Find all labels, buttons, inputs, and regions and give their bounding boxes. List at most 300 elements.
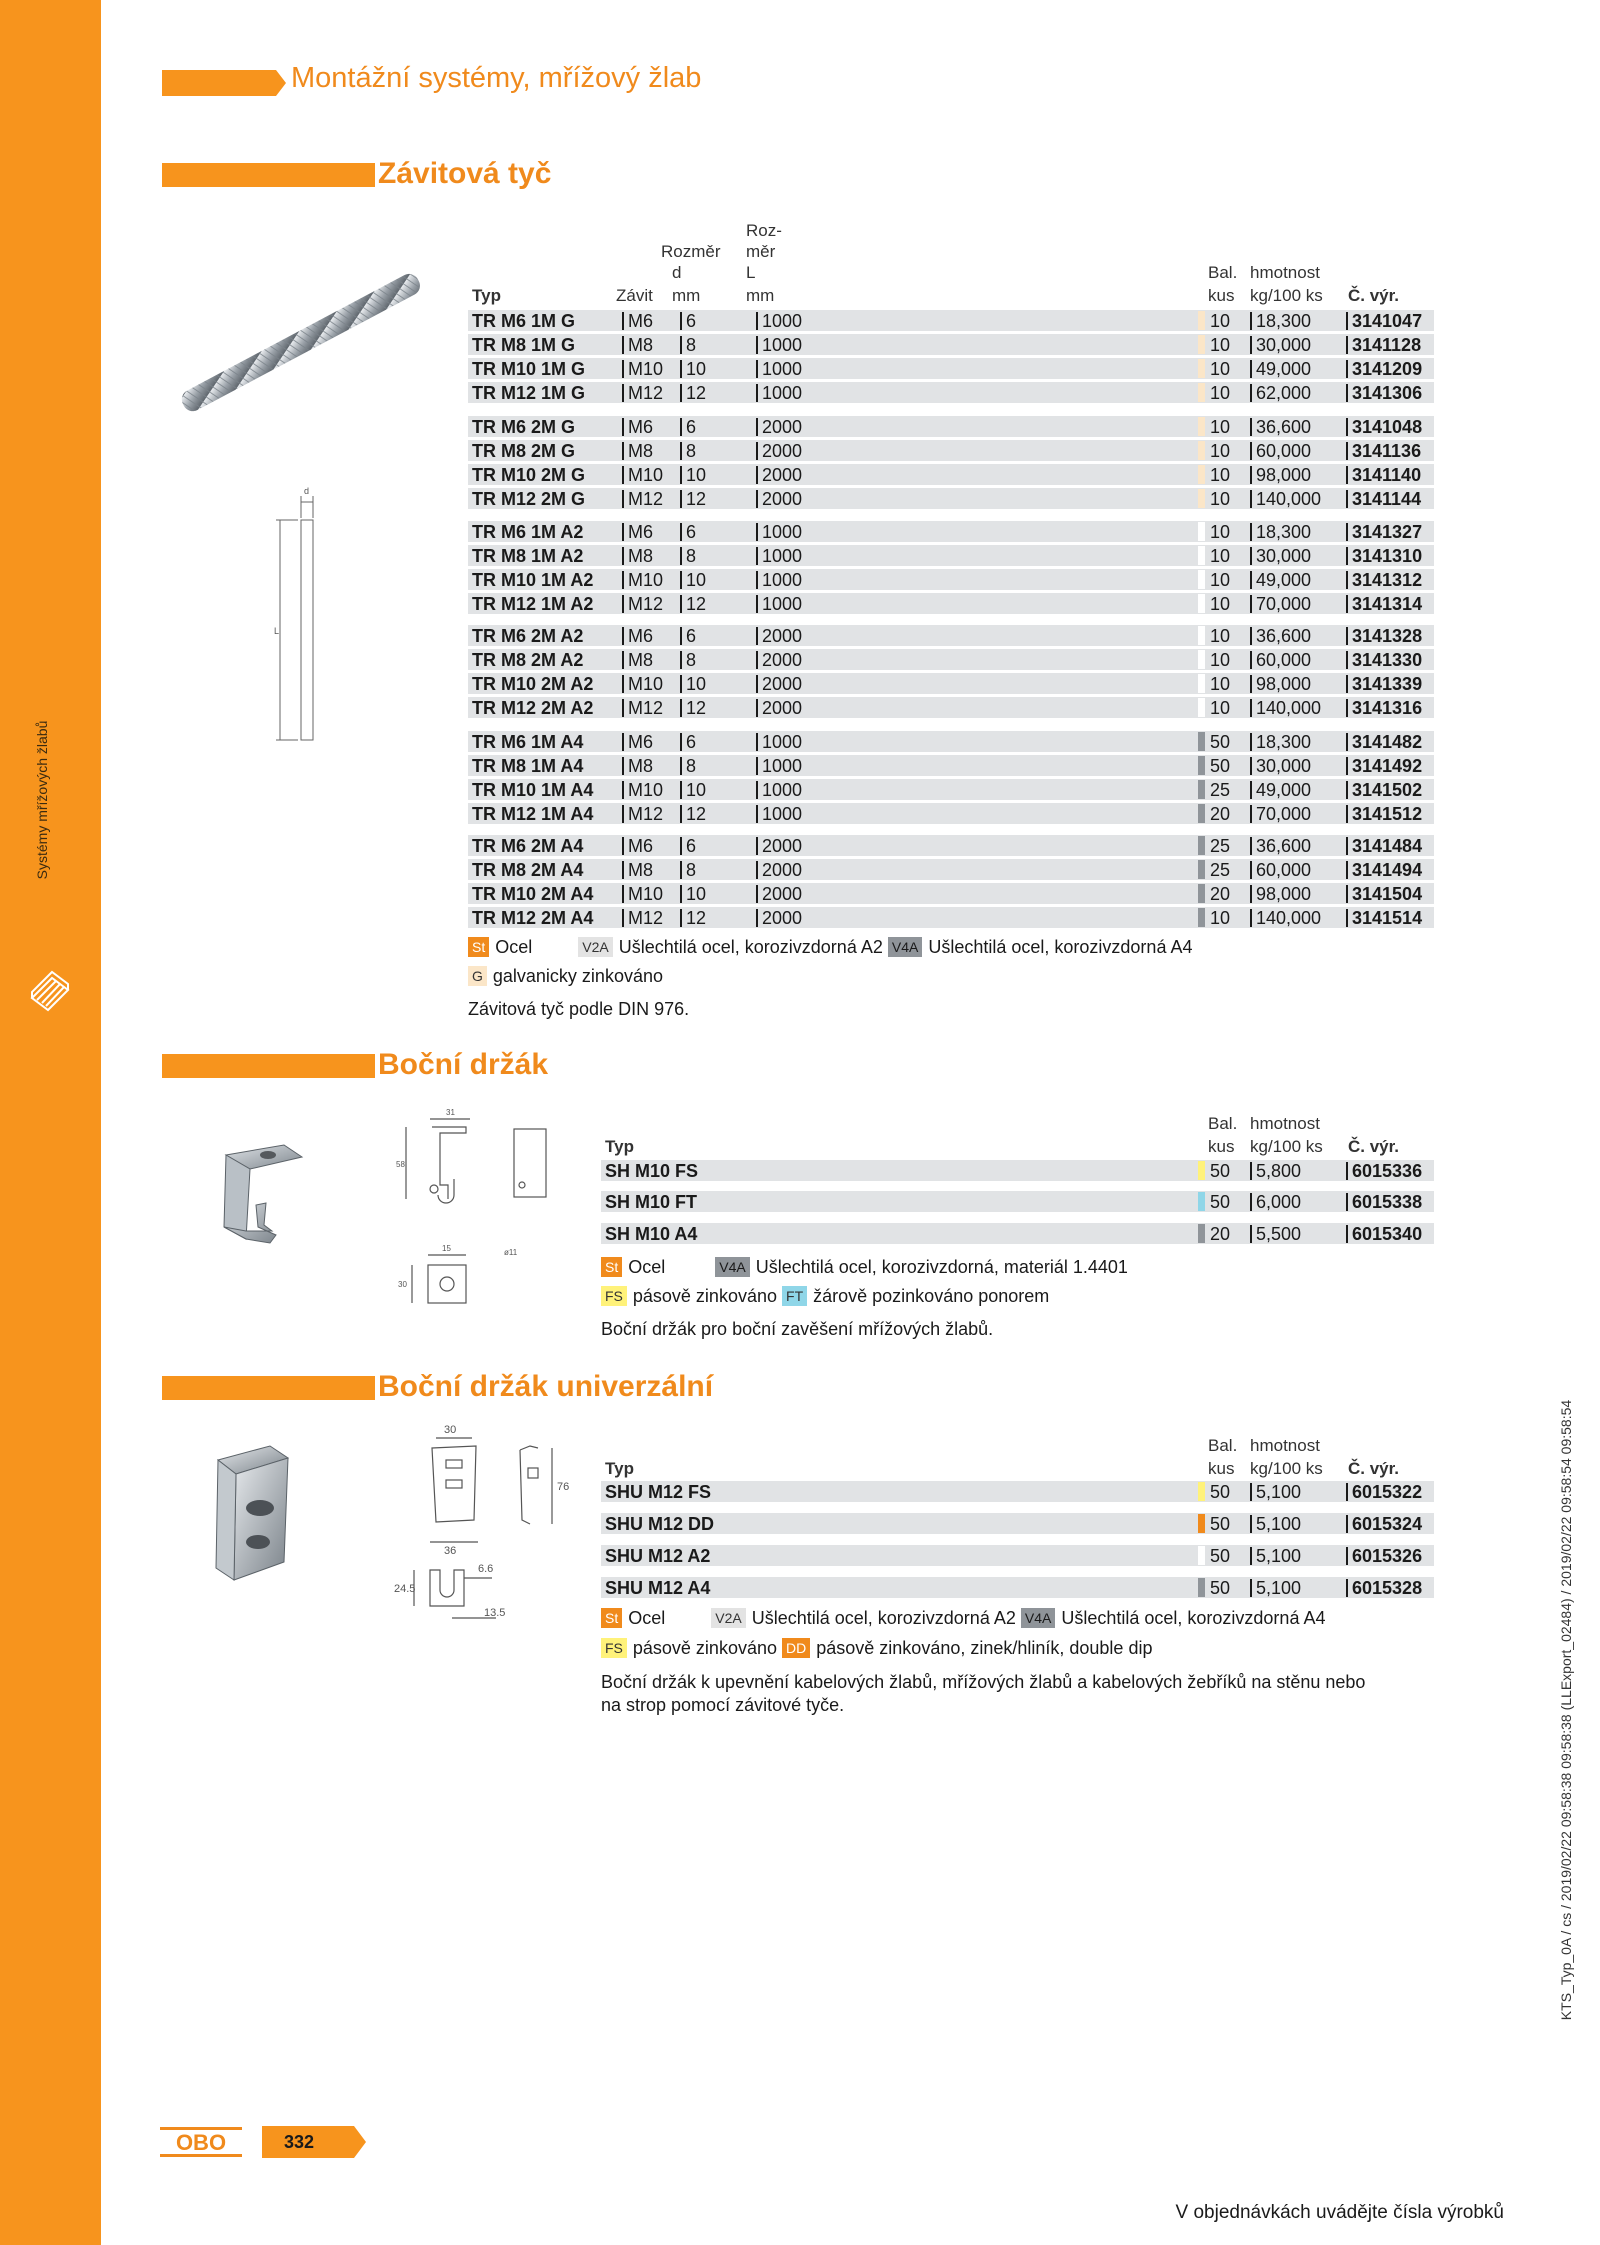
cell-article: 3141484 [1352, 836, 1423, 856]
table-row [468, 803, 1434, 824]
bracket-dim-30: 30 [398, 1280, 407, 1289]
column-separator [756, 547, 758, 565]
column-separator [1346, 627, 1348, 645]
cell-article: 3141514 [1352, 908, 1423, 928]
cell-thread: M12 [628, 383, 664, 403]
column-separator [1346, 781, 1348, 799]
finish-swatch [1198, 417, 1205, 436]
finish-swatch [1198, 383, 1205, 402]
column-separator [622, 490, 624, 508]
column-separator [1346, 336, 1348, 354]
cell-length: 2000 [762, 626, 803, 646]
cell-type: TR M10 2M A4 [472, 884, 594, 904]
column-separator [680, 699, 682, 717]
cell-length: 2000 [762, 489, 803, 509]
column-separator [1346, 885, 1348, 903]
cell-weight: 140,000 [1256, 908, 1322, 928]
legend-steel: Ocel [495, 937, 533, 957]
cell-diameter: 10 [686, 465, 707, 485]
cell-weight: 5,100 [1256, 1578, 1302, 1598]
column-separator [1250, 909, 1252, 927]
sidebar-label: Systémy mřížových žlabů [34, 720, 50, 880]
table-row [601, 1160, 1434, 1181]
column-separator [1346, 1225, 1348, 1243]
cell-article: 6015340 [1352, 1224, 1423, 1244]
cell-type: TR M8 1M A2 [472, 546, 584, 566]
column-separator [622, 805, 624, 823]
column-separator [680, 384, 682, 402]
col-header-thread: Závit [616, 286, 653, 305]
legend-dd: pásově zinkováno, zinek/hliník, double dip [816, 1638, 1153, 1658]
cell-thread: M6 [628, 836, 654, 856]
cell-type: TR M10 2M G [472, 465, 586, 485]
cell-type: TR M6 2M G [472, 417, 576, 437]
finish-swatch [1198, 570, 1205, 589]
cell-pack: 10 [1210, 522, 1231, 542]
cell-diameter: 12 [686, 594, 707, 614]
table-row [601, 1223, 1434, 1244]
cell-thread: M8 [628, 860, 654, 880]
sidebar [0, 0, 101, 2245]
cell-type: TR M8 2M G [472, 441, 576, 461]
column-separator [1346, 595, 1348, 613]
cell-type: TR M8 2M A2 [472, 650, 584, 670]
cell-length: 1000 [762, 780, 803, 800]
cell-article: 6015324 [1352, 1514, 1423, 1534]
finish-swatch [1198, 674, 1205, 693]
cell-type: TR M12 2M A4 [472, 908, 594, 928]
cell-article: 3141330 [1352, 650, 1423, 670]
cell-pack: 25 [1210, 836, 1231, 856]
column-separator [1346, 523, 1348, 541]
cell-weight: 6,000 [1256, 1192, 1302, 1212]
finish-swatch [1198, 884, 1205, 903]
column-separator [680, 837, 682, 855]
page-title: Montážní systémy, mřížový žlab [291, 62, 702, 94]
finish-swatch [1198, 441, 1205, 460]
table-row [468, 382, 1434, 403]
column-separator [1346, 861, 1348, 879]
header-accent-bar [162, 70, 276, 96]
cell-type: TR M6 1M G [472, 311, 576, 331]
cell-diameter: 6 [686, 311, 697, 331]
finish-swatch [1198, 311, 1205, 330]
cell-type: TR M10 1M A4 [472, 780, 594, 800]
cell-weight: 5,500 [1256, 1224, 1302, 1244]
column-separator [680, 781, 682, 799]
column-separator [756, 627, 758, 645]
cell-weight: 140,000 [1256, 489, 1322, 509]
drawing-label-d: d [304, 486, 310, 496]
legend-v4a: Ušlechtilá ocel, korozivzdorná A4 [928, 937, 1193, 957]
cell-weight: 60,000 [1256, 650, 1312, 670]
cell-article: 6015326 [1352, 1546, 1423, 1566]
column-separator [1346, 571, 1348, 589]
cell-pack: 10 [1210, 335, 1231, 355]
column-separator [622, 384, 624, 402]
threaded-rod-drawing [268, 480, 328, 750]
universal-bracket-photo [200, 1438, 310, 1598]
column-separator [1250, 360, 1252, 378]
column-separator [1346, 699, 1348, 717]
table-row [468, 859, 1434, 880]
legend-tag-galvanic: G [468, 966, 487, 986]
cell-article: 3141482 [1352, 732, 1423, 752]
cell-pack: 10 [1210, 311, 1231, 331]
section3-note-2: na strop pomocí závitové tyče. [601, 1695, 845, 1715]
universal-dim-30: 30 [444, 1424, 457, 1436]
cell-thread: M10 [628, 465, 664, 485]
cell-article: 3141047 [1352, 311, 1423, 331]
column-separator [1250, 627, 1252, 645]
cell-pack: 50 [1210, 1161, 1231, 1181]
column-separator [1250, 547, 1252, 565]
cell-diameter: 10 [686, 780, 707, 800]
cell-type: TR M12 1M G [472, 383, 586, 403]
cell-diameter: 10 [686, 359, 707, 379]
cell-weight: 60,000 [1256, 441, 1312, 461]
cell-type: SH M10 FS [605, 1161, 699, 1181]
legend-tag-fs: FS [601, 1638, 627, 1658]
column-separator [622, 627, 624, 645]
column-separator [680, 418, 682, 436]
column-separator [622, 523, 624, 541]
legend-v2a: Ušlechtilá ocel, korozivzdorná A2 [618, 937, 883, 957]
finish-swatch [1198, 465, 1205, 484]
cell-weight: 70,000 [1256, 804, 1312, 824]
column-separator [680, 757, 682, 775]
column-separator [1250, 1579, 1252, 1597]
cell-thread: M8 [628, 756, 654, 776]
cell-article: 3141312 [1352, 570, 1423, 590]
cell-length: 2000 [762, 441, 803, 461]
col-header-article: Č. výr. [1348, 1459, 1400, 1478]
cell-article: 3141310 [1352, 546, 1423, 566]
column-separator [756, 651, 758, 669]
col-header-article: Č. výr. [1348, 286, 1400, 305]
col-header-dim-1: Rozměr [661, 242, 721, 261]
cell-length: 1000 [762, 383, 803, 403]
col-header-length-4: mm [746, 286, 775, 305]
column-separator [756, 336, 758, 354]
table-row [468, 464, 1434, 485]
column-separator [1250, 675, 1252, 693]
cell-thread: M10 [628, 359, 664, 379]
finish-swatch [1198, 804, 1205, 823]
cell-article: 6015338 [1352, 1192, 1423, 1212]
column-separator [756, 384, 758, 402]
cell-pack: 10 [1210, 441, 1231, 461]
cell-article: 3141327 [1352, 522, 1423, 542]
column-separator [756, 699, 758, 717]
cell-pack: 10 [1210, 546, 1231, 566]
column-separator [680, 595, 682, 613]
finish-swatch [1198, 335, 1205, 354]
cell-article: 3141128 [1352, 335, 1422, 355]
column-separator [1250, 523, 1252, 541]
cell-diameter: 8 [686, 546, 697, 566]
cell-diameter: 8 [686, 335, 697, 355]
cell-pack: 50 [1210, 1514, 1231, 1534]
table-row [468, 521, 1434, 542]
cell-length: 2000 [762, 860, 803, 880]
table-row [468, 835, 1434, 856]
cell-pack: 20 [1210, 1224, 1231, 1244]
table-row [468, 697, 1434, 718]
finish-swatch [1198, 1546, 1205, 1565]
column-separator [622, 909, 624, 927]
finish-swatch [1198, 732, 1205, 751]
column-separator [1250, 1225, 1252, 1243]
col-header-weight-1: hmotnost [1250, 1436, 1320, 1455]
finish-swatch [1198, 698, 1205, 717]
drawing-label-l: L [274, 626, 280, 636]
column-separator [1346, 547, 1348, 565]
cell-thread: M12 [628, 804, 664, 824]
cell-thread: M10 [628, 674, 664, 694]
legend-tag-v2a: V2A [578, 937, 612, 957]
legend-tag-steel: St [601, 1608, 622, 1628]
finish-swatch [1198, 594, 1205, 613]
cell-article: 3141140 [1352, 465, 1422, 485]
cell-weight: 140,000 [1256, 698, 1322, 718]
cell-pack: 10 [1210, 698, 1231, 718]
legend-row-1 [601, 1608, 1325, 1629]
finish-swatch [1198, 780, 1205, 799]
cell-diameter: 12 [686, 698, 707, 718]
legend-row-2 [601, 1286, 1049, 1307]
cell-thread: M6 [628, 732, 654, 752]
col-header-length-2: měr [746, 242, 776, 261]
cell-pack: 10 [1210, 465, 1231, 485]
table-row [468, 907, 1434, 928]
cell-weight: 5,100 [1256, 1546, 1302, 1566]
legend-row-1 [601, 1257, 1128, 1278]
col-header-pack-2: kus [1208, 1459, 1235, 1478]
cell-article: 3141504 [1352, 884, 1423, 904]
finish-swatch [1198, 650, 1205, 669]
finish-swatch [1198, 1578, 1205, 1597]
bracket-dim-o11: ø11 [504, 1248, 518, 1257]
cell-length: 2000 [762, 698, 803, 718]
column-separator [1346, 466, 1348, 484]
cell-length: 2000 [762, 650, 803, 670]
table-row [468, 755, 1434, 776]
cell-article: 3141048 [1352, 417, 1423, 437]
table-row [468, 673, 1434, 694]
column-separator [1346, 675, 1348, 693]
table-row [468, 440, 1434, 461]
column-separator [622, 466, 624, 484]
column-separator [680, 571, 682, 589]
column-separator [756, 885, 758, 903]
section1-note: Závitová tyč podle DIN 976. [468, 999, 690, 1019]
cell-diameter: 6 [686, 522, 697, 542]
cell-type: SHU M12 FS [605, 1482, 712, 1502]
column-separator [622, 885, 624, 903]
universal-dim-76: 76 [557, 1481, 570, 1493]
col-header-weight-1: hmotnost [1250, 1114, 1320, 1133]
column-separator [1250, 1162, 1252, 1180]
cell-type: TR M6 1M A2 [472, 522, 584, 542]
cell-pack: 10 [1210, 674, 1231, 694]
cell-thread: M8 [628, 441, 654, 461]
table-row [468, 488, 1434, 509]
cell-article: 3141492 [1352, 756, 1423, 776]
cell-weight: 62,000 [1256, 383, 1312, 403]
column-separator [680, 651, 682, 669]
cell-thread: M6 [628, 417, 654, 437]
cell-diameter: 10 [686, 674, 707, 694]
cell-diameter: 6 [686, 626, 697, 646]
cell-diameter: 8 [686, 756, 697, 776]
column-separator [1250, 384, 1252, 402]
cell-thread: M8 [628, 546, 654, 566]
col-header-pack-2: kus [1208, 1137, 1235, 1156]
cell-thread: M6 [628, 522, 654, 542]
cell-thread: M10 [628, 780, 664, 800]
bracket-dim-15: 15 [442, 1244, 451, 1253]
column-separator [1250, 595, 1252, 613]
legend-steel: Ocel [628, 1257, 666, 1277]
column-separator [622, 675, 624, 693]
legend-galvanic: galvanicky zinkováno [492, 966, 663, 986]
cell-pack: 10 [1210, 570, 1231, 590]
column-separator [622, 699, 624, 717]
cell-thread: M10 [628, 884, 664, 904]
universal-dim-13-5: 13.5 [484, 1607, 506, 1619]
finish-swatch [1198, 1161, 1205, 1180]
bracket-dim-58: 58 [396, 1160, 405, 1169]
table-row [601, 1545, 1434, 1566]
cell-article: 3141144 [1352, 489, 1422, 509]
column-separator [756, 675, 758, 693]
section2-note: Boční držák pro boční zavěšení mřížových žlabů. [601, 1319, 994, 1339]
col-header-dim-3: mm [672, 286, 701, 305]
cell-diameter: 12 [686, 383, 707, 403]
table-row [468, 416, 1434, 437]
cell-weight: 98,000 [1256, 884, 1312, 904]
column-separator [622, 418, 624, 436]
cell-type: TR M8 1M G [472, 335, 576, 355]
table-row [468, 731, 1434, 752]
cell-length: 2000 [762, 465, 803, 485]
legend-row-2 [601, 1638, 1152, 1659]
cell-length: 2000 [762, 884, 803, 904]
column-separator [680, 490, 682, 508]
column-separator [1346, 1162, 1348, 1180]
column-separator [1250, 781, 1252, 799]
table-row [601, 1481, 1434, 1502]
cell-pack: 10 [1210, 489, 1231, 509]
column-separator [1250, 466, 1252, 484]
cell-weight: 5,100 [1256, 1514, 1302, 1534]
finish-swatch [1198, 1192, 1205, 1211]
cell-type: SHU M12 A4 [605, 1578, 711, 1598]
column-separator [1346, 442, 1348, 460]
threaded-rod-photo [170, 268, 430, 418]
cell-type: SHU M12 DD [605, 1514, 715, 1534]
section-title-threaded-rod: Závitová tyč [378, 157, 552, 190]
table-row [468, 649, 1434, 670]
finish-swatch [1198, 756, 1205, 775]
finish-swatch [1198, 546, 1205, 565]
cell-weight: 36,600 [1256, 836, 1312, 856]
column-separator [680, 627, 682, 645]
column-separator [1346, 837, 1348, 855]
col-header-weight-1: hmotnost [1250, 263, 1320, 282]
finish-swatch [1198, 489, 1205, 508]
cell-weight: 36,600 [1256, 626, 1312, 646]
legend-tag-v4a: V4A [1021, 1608, 1055, 1628]
col-header-pack-1: Bal. [1208, 263, 1238, 282]
table-row [601, 1577, 1434, 1598]
table-row [601, 1513, 1434, 1534]
cell-length: 1000 [762, 335, 803, 355]
column-separator [1250, 1515, 1252, 1533]
brand-name: OBO [175, 2130, 227, 2155]
column-separator [1250, 490, 1252, 508]
cell-length: 1000 [762, 804, 803, 824]
column-separator [1346, 490, 1348, 508]
cell-length: 2000 [762, 836, 803, 856]
legend-v2a: Ušlechtilá ocel, korozivzdorná A2 [751, 1608, 1016, 1628]
col-header-type: Typ [605, 1459, 634, 1478]
cell-article: 3141512 [1352, 804, 1423, 824]
page-number: 332 [284, 2132, 315, 2152]
col-header-pack-2: kus [1208, 286, 1235, 305]
column-separator [680, 885, 682, 903]
cell-weight: 49,000 [1256, 570, 1312, 590]
cell-length: 1000 [762, 522, 803, 542]
column-separator [756, 733, 758, 751]
column-separator [622, 442, 624, 460]
cell-type: TR M8 1M A4 [472, 756, 584, 776]
column-separator [1250, 336, 1252, 354]
finish-swatch [1198, 860, 1205, 879]
section-accent-bar [162, 1376, 375, 1400]
column-separator [1346, 312, 1348, 330]
column-separator [1346, 757, 1348, 775]
table-row [468, 593, 1434, 614]
cell-thread: M12 [628, 908, 664, 928]
cell-diameter: 6 [686, 417, 697, 437]
col-header-article: Č. výr. [1348, 1137, 1400, 1156]
cell-weight: 18,300 [1256, 732, 1312, 752]
legend-tag-v4a: V4A [715, 1257, 749, 1277]
col-header-pack-1: Bal. [1208, 1114, 1238, 1133]
cell-length: 2000 [762, 908, 803, 928]
cell-diameter: 12 [686, 804, 707, 824]
table-row [468, 569, 1434, 590]
table-row [601, 1191, 1434, 1212]
column-separator [622, 781, 624, 799]
column-separator [756, 595, 758, 613]
column-separator [1250, 757, 1252, 775]
cell-type: TR M12 2M G [472, 489, 586, 509]
column-separator [680, 805, 682, 823]
column-separator [622, 837, 624, 855]
column-separator [622, 571, 624, 589]
cell-diameter: 8 [686, 860, 697, 880]
column-separator [1250, 1193, 1252, 1211]
column-separator [622, 651, 624, 669]
table-row [468, 883, 1434, 904]
column-separator [1250, 571, 1252, 589]
cell-weight: 70,000 [1256, 594, 1312, 614]
cell-weight: 5,800 [1256, 1161, 1302, 1181]
obo-logo [160, 2127, 242, 2157]
